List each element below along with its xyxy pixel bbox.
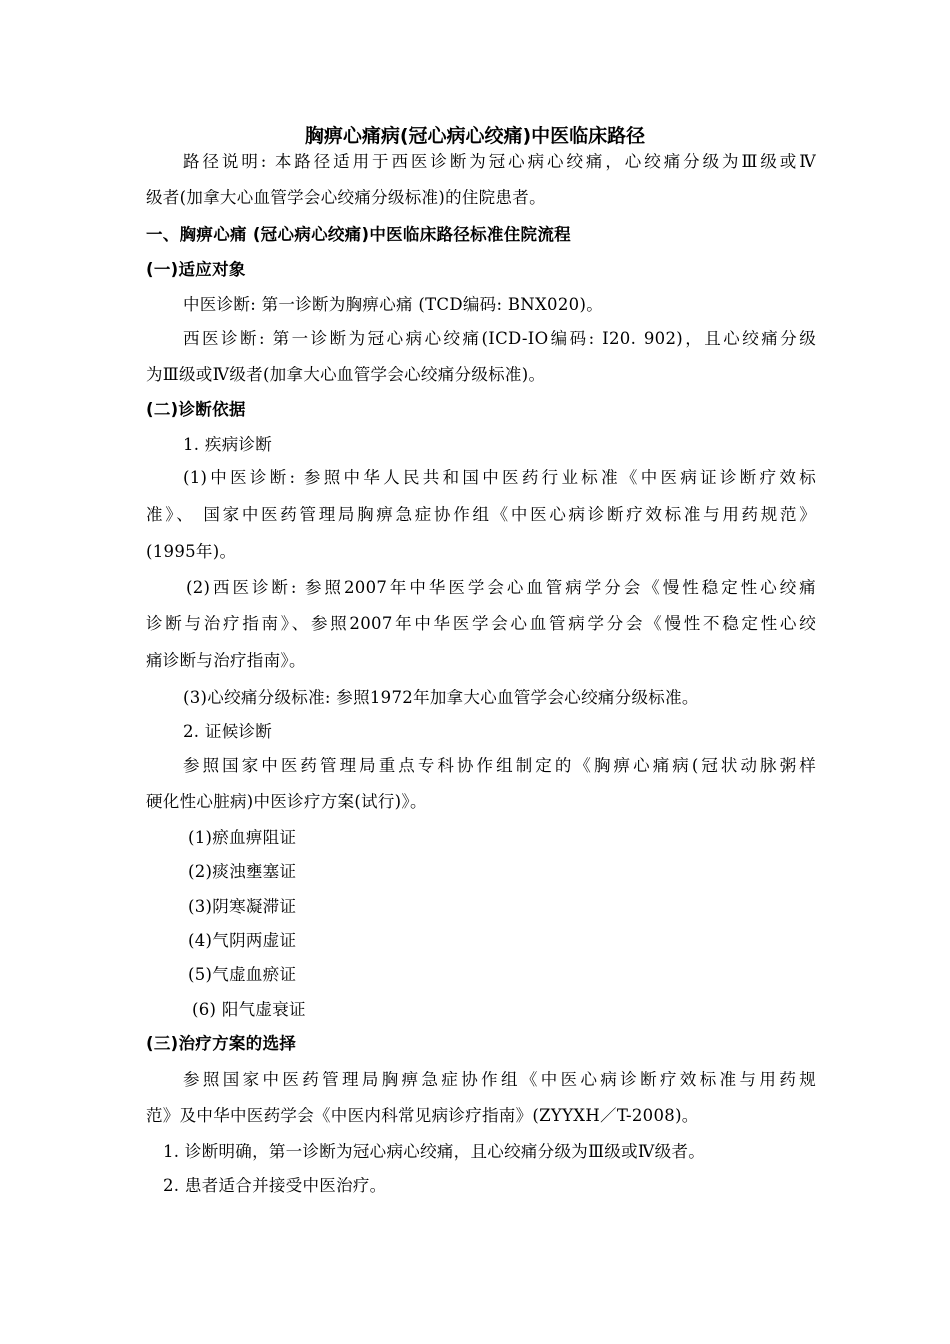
syndrome-item: (5)气虚血瘀证 [188,965,297,984]
intro-line-2: 级者(加拿大心血管学会心绞痛分级标准)的住院患者。 [146,188,546,207]
treatment-reference-line-2: 范》及中华中医药学会《中医内科常见病诊疗指南》(ZYYXH／T-2008)。 [146,1106,699,1125]
intro-line-1: 路径说明: 本路径适用于西医诊断为冠心病心绞痛，心绞痛分级为Ⅲ级或Ⅳ [183,152,816,171]
syndrome-item: (3)阴寒凝滞证 [188,897,297,916]
angina-grading-text: (3)心绞痛分级标准: 参照1972年加拿大心血管学会心绞痛分级标准。 [183,688,699,707]
western-criteria-line-3: 痛诊断与治疗指南》。 [146,651,306,670]
subsection-1-heading: (一)适应对象 [146,260,246,279]
syndrome-reference-line-1: 参照国家中医药管理局重点专科协作组制定的《胸痹心痛病(冠状动脉粥样 [183,756,816,775]
syndrome-diagnosis-title: 2. 证候诊断 [183,722,273,741]
syndrome-item: (2)痰浊壅塞证 [188,862,297,881]
tcm-criteria-line-3: (1995年)。 [146,542,237,561]
western-criteria-line-1: (2)西医诊断: 参照2007年中华医学会心血管病学分会《慢性稳定性心绞痛 [186,578,816,597]
western-criteria-line-2: 诊断与治疗指南》、参照2007年中华医学会心血管病学分会《慢性不稳定性心绞 [146,614,816,633]
treatment-criterion-2: 2. 患者适合并接受中医治疗。 [163,1176,387,1195]
subsection-3-heading: (三)治疗方案的选择 [146,1034,297,1053]
treatment-reference-line-1: 参照国家中医药管理局胸痹急症协作组《中医心病诊断疗效标准与用药规 [183,1070,816,1089]
section-1-heading: 一、胸痹心痛 (冠心病心绞痛)中医临床路径标准住院流程 [146,225,571,244]
tcm-criteria-line-2: 准》、 国家中医药管理局胸痹急症协作组《中医心病诊断疗效标准与用药规范》 [146,505,816,524]
syndrome-item: (4)气阴两虚证 [188,931,297,950]
tcm-criteria-line-1: (1)中医诊断: 参照中华人民共和国中医药行业标准《中医病证诊断疗效标 [183,468,816,487]
western-diagnosis-line-1: 西医诊断: 第一诊断为冠心病心绞痛(ICD-IO编码: I20. 902)，且心绞痛分级 [183,329,816,348]
document-title: 胸痹心痛病(冠心病心绞痛)中医临床路径 [304,125,646,147]
syndrome-reference-line-2: 硬化性心脏病)中医诊疗方案(试行)》。 [146,792,427,811]
western-diagnosis-line-2: 为Ⅲ级或Ⅳ级者(加拿大心血管学会心绞痛分级标准)。 [146,365,546,384]
disease-diagnosis-title: 1. 疾病诊断 [183,435,273,454]
syndrome-item: (6) 阳气虚衰证 [192,1000,306,1019]
subsection-2-heading: (二)诊断依据 [146,400,246,419]
syndrome-item: (1)瘀血痹阻证 [188,828,297,847]
tcm-diagnosis-text: 中医诊断: 第一诊断为胸痹心痛 (TCD编码: BNX020)。 [183,295,603,314]
treatment-criterion-1: 1. 诊断明确，第一诊断为冠心病心绞痛，且心绞痛分级为Ⅲ级或Ⅳ级者。 [163,1142,706,1161]
